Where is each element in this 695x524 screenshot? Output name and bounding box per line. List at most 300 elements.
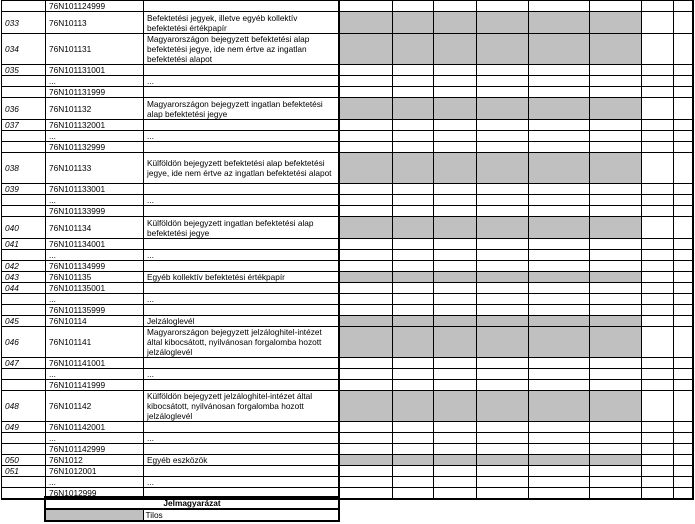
value-cell[interactable] — [434, 65, 477, 76]
table-row — [2, 327, 694, 358]
value-cell[interactable] — [674, 422, 693, 433]
value-cell[interactable] — [339, 206, 393, 217]
legend-table — [44, 496, 340, 522]
value-cell[interactable] — [693, 65, 694, 76]
value-cell[interactable] — [434, 261, 477, 272]
value-cell[interactable] — [693, 131, 694, 142]
row-description: Külföldön bejegyzett befektetési alap befektetési jegye, ide nem értve az ingatlan befektetési alapot — [144, 153, 339, 184]
value-cell — [339, 98, 393, 120]
value-cell[interactable] — [642, 294, 674, 305]
value-cell[interactable] — [393, 488, 434, 500]
row-number — [2, 195, 46, 206]
value-cell[interactable] — [674, 142, 693, 153]
row-description: ... — [144, 131, 339, 142]
row-code: 76N101142999 — [46, 444, 144, 455]
value-cell[interactable] — [529, 206, 590, 217]
value-cell — [642, 455, 674, 466]
value-cell[interactable] — [339, 294, 393, 305]
table-row — [2, 206, 694, 217]
value-cell[interactable] — [590, 206, 642, 217]
value-cell — [642, 272, 674, 283]
value-cell — [434, 391, 477, 422]
value-cell[interactable] — [674, 444, 693, 455]
value-cell[interactable] — [693, 305, 694, 316]
value-cell[interactable] — [477, 195, 529, 206]
value-cell[interactable] — [590, 1, 642, 12]
value-cell[interactable] — [339, 87, 393, 98]
value-cell[interactable] — [477, 184, 529, 195]
row-code: ... — [46, 131, 144, 142]
value-cell[interactable] — [393, 206, 434, 217]
row-code: 76N101135001 — [46, 283, 144, 294]
value-cell[interactable] — [693, 87, 694, 98]
value-cell[interactable] — [393, 261, 434, 272]
value-cell[interactable] — [674, 87, 693, 98]
legend-title: Jelmagyarázat — [45, 497, 339, 509]
value-cell[interactable] — [393, 65, 434, 76]
row-number — [2, 433, 46, 444]
value-cell[interactable] — [339, 239, 393, 250]
value-cell[interactable] — [642, 444, 674, 455]
value-cell[interactable] — [529, 422, 590, 433]
value-cell[interactable] — [393, 250, 434, 261]
value-cell[interactable] — [674, 195, 693, 206]
value-cell[interactable] — [693, 422, 694, 433]
value-cell[interactable] — [642, 87, 674, 98]
value-cell[interactable] — [693, 250, 694, 261]
value-cell[interactable] — [477, 1, 529, 12]
value-cell[interactable] — [393, 294, 434, 305]
value-cell[interactable] — [339, 261, 393, 272]
value-cell[interactable] — [477, 477, 529, 488]
row-number — [2, 305, 46, 316]
value-cell[interactable] — [642, 65, 674, 76]
value-cell[interactable] — [674, 76, 693, 87]
value-cell[interactable] — [477, 358, 529, 369]
row-number — [2, 250, 46, 261]
value-cell[interactable] — [590, 283, 642, 294]
value-cell[interactable] — [529, 380, 590, 391]
value-cell[interactable] — [642, 488, 674, 500]
value-cell[interactable] — [693, 358, 694, 369]
value-cell[interactable] — [339, 120, 393, 131]
value-cell[interactable] — [339, 433, 393, 444]
value-cell[interactable] — [529, 195, 590, 206]
value-cell[interactable] — [477, 466, 529, 477]
row-description: Külföldön bejegyzett ingatlan befektetési alap befektetési jegye — [144, 217, 339, 239]
value-cell[interactable] — [434, 206, 477, 217]
row-description — [144, 358, 339, 369]
value-cell — [590, 98, 642, 120]
table-row — [2, 184, 694, 195]
value-cell[interactable] — [693, 466, 694, 477]
value-cell — [590, 12, 642, 34]
table-row — [2, 272, 694, 283]
value-cell[interactable] — [434, 294, 477, 305]
value-cell[interactable] — [434, 87, 477, 98]
value-cell[interactable] — [590, 380, 642, 391]
value-cell — [590, 272, 642, 283]
value-cell[interactable] — [339, 477, 393, 488]
value-cell[interactable] — [339, 195, 393, 206]
value-cell — [674, 391, 693, 422]
value-cell[interactable] — [674, 1, 693, 12]
value-cell[interactable] — [477, 261, 529, 272]
value-cell[interactable] — [642, 195, 674, 206]
value-cell[interactable] — [529, 358, 590, 369]
value-cell[interactable] — [434, 444, 477, 455]
value-cell[interactable] — [693, 433, 694, 444]
value-cell[interactable] — [590, 65, 642, 76]
row-description — [144, 444, 339, 455]
table-row — [2, 369, 694, 380]
value-cell — [642, 217, 674, 239]
value-cell[interactable] — [674, 206, 693, 217]
value-cell[interactable] — [590, 76, 642, 87]
value-cell[interactable] — [590, 142, 642, 153]
value-cell[interactable] — [642, 76, 674, 87]
value-cell[interactable] — [529, 477, 590, 488]
value-cell[interactable] — [339, 444, 393, 455]
value-cell[interactable] — [339, 76, 393, 87]
value-cell[interactable] — [477, 250, 529, 261]
value-cell[interactable] — [434, 477, 477, 488]
row-code: 76N101141 — [46, 327, 144, 358]
value-cell[interactable] — [393, 76, 434, 87]
value-cell[interactable] — [529, 433, 590, 444]
value-cell[interactable] — [642, 131, 674, 142]
value-cell[interactable] — [434, 195, 477, 206]
value-cell[interactable] — [590, 305, 642, 316]
value-cell[interactable] — [642, 283, 674, 294]
value-cell[interactable] — [693, 206, 694, 217]
value-cell[interactable] — [339, 184, 393, 195]
row-number — [2, 76, 46, 87]
value-cell[interactable] — [642, 380, 674, 391]
table-row — [2, 12, 694, 34]
row-description: Jelzáloglevél — [144, 316, 339, 327]
value-cell[interactable] — [434, 131, 477, 142]
value-cell[interactable] — [477, 369, 529, 380]
value-cell[interactable] — [693, 261, 694, 272]
value-cell[interactable] — [477, 239, 529, 250]
value-cell[interactable] — [642, 358, 674, 369]
value-cell[interactable] — [477, 305, 529, 316]
value-cell[interactable] — [434, 76, 477, 87]
value-cell[interactable] — [642, 477, 674, 488]
value-cell[interactable] — [393, 1, 434, 12]
value-cell[interactable] — [434, 250, 477, 261]
value-cell[interactable] — [339, 358, 393, 369]
value-cell[interactable] — [477, 433, 529, 444]
value-cell — [590, 153, 642, 184]
value-cell[interactable] — [590, 239, 642, 250]
value-cell[interactable] — [393, 239, 434, 250]
value-cell[interactable] — [590, 250, 642, 261]
value-cell — [339, 217, 393, 239]
value-cell[interactable] — [393, 195, 434, 206]
value-cell[interactable] — [393, 466, 434, 477]
value-cell[interactable] — [590, 131, 642, 142]
value-cell[interactable] — [393, 477, 434, 488]
value-cell[interactable] — [674, 380, 693, 391]
value-cell[interactable] — [529, 142, 590, 153]
value-cell[interactable] — [434, 120, 477, 131]
value-cell[interactable] — [434, 142, 477, 153]
row-code: 76N101141999 — [46, 380, 144, 391]
value-cell[interactable] — [477, 120, 529, 131]
value-cell[interactable] — [590, 422, 642, 433]
value-cell[interactable] — [590, 433, 642, 444]
value-cell[interactable] — [477, 294, 529, 305]
value-cell[interactable] — [477, 65, 529, 76]
value-cell[interactable] — [393, 433, 434, 444]
value-cell[interactable] — [477, 444, 529, 455]
row-description — [144, 380, 339, 391]
value-cell[interactable] — [529, 466, 590, 477]
value-cell[interactable] — [642, 261, 674, 272]
value-cell[interactable] — [339, 305, 393, 316]
row-description: Befektetési jegyek, illetve egyéb kollektív befektetési értékpapír — [144, 12, 339, 34]
table-row — [2, 444, 694, 455]
value-cell[interactable] — [339, 131, 393, 142]
value-cell[interactable] — [693, 239, 694, 250]
row-code: 76N10114 — [46, 316, 144, 327]
value-cell[interactable] — [477, 488, 529, 500]
value-cell — [339, 455, 393, 466]
value-cell — [477, 316, 529, 327]
value-cell[interactable] — [434, 239, 477, 250]
value-cell[interactable] — [642, 142, 674, 153]
value-cell — [393, 98, 434, 120]
value-cell[interactable] — [477, 142, 529, 153]
value-cell[interactable] — [693, 444, 694, 455]
row-code: 76N101142001 — [46, 422, 144, 433]
value-cell[interactable] — [529, 184, 590, 195]
value-cell[interactable] — [434, 184, 477, 195]
value-cell[interactable] — [693, 294, 694, 305]
value-cell[interactable] — [674, 488, 693, 500]
value-cell[interactable] — [590, 195, 642, 206]
value-cell[interactable] — [674, 433, 693, 444]
value-cell — [590, 327, 642, 358]
table-row — [2, 422, 694, 433]
value-cell[interactable] — [590, 120, 642, 131]
value-cell[interactable] — [674, 477, 693, 488]
value-cell[interactable] — [674, 358, 693, 369]
row-code: 76N1012999 — [46, 488, 144, 500]
row-number: 047 — [2, 358, 46, 369]
value-cell — [529, 272, 590, 283]
value-cell[interactable] — [642, 206, 674, 217]
value-cell[interactable] — [339, 488, 393, 500]
row-code: 76N101134999 — [46, 261, 144, 272]
value-cell[interactable] — [393, 380, 434, 391]
value-cell[interactable] — [339, 142, 393, 153]
value-cell[interactable] — [529, 294, 590, 305]
row-description: ... — [144, 195, 339, 206]
value-cell — [529, 12, 590, 34]
value-cell[interactable] — [339, 250, 393, 261]
value-cell[interactable] — [642, 369, 674, 380]
value-cell[interactable] — [693, 488, 694, 500]
value-cell — [693, 327, 694, 358]
value-cell[interactable] — [674, 65, 693, 76]
value-cell[interactable] — [434, 380, 477, 391]
row-number: 037 — [2, 120, 46, 131]
value-cell[interactable] — [393, 131, 434, 142]
value-cell[interactable] — [393, 184, 434, 195]
table-row — [2, 391, 694, 422]
value-cell[interactable] — [339, 1, 393, 12]
value-cell[interactable] — [693, 184, 694, 195]
row-number — [2, 1, 46, 12]
table-row — [2, 250, 694, 261]
value-cell[interactable] — [674, 261, 693, 272]
value-cell[interactable] — [674, 369, 693, 380]
value-cell[interactable] — [590, 87, 642, 98]
value-cell[interactable] — [529, 250, 590, 261]
value-cell[interactable] — [434, 283, 477, 294]
value-cell[interactable] — [674, 184, 693, 195]
value-cell — [674, 217, 693, 239]
value-cell[interactable] — [642, 466, 674, 477]
value-cell[interactable] — [642, 422, 674, 433]
value-cell[interactable] — [590, 261, 642, 272]
value-cell[interactable] — [674, 239, 693, 250]
value-cell[interactable] — [434, 1, 477, 12]
row-number: 034 — [2, 34, 46, 65]
value-cell[interactable] — [434, 305, 477, 316]
value-cell[interactable] — [477, 422, 529, 433]
table-row — [2, 131, 694, 142]
value-cell[interactable] — [529, 131, 590, 142]
value-cell[interactable] — [339, 65, 393, 76]
row-code: 76N101133 — [46, 153, 144, 184]
value-cell — [693, 12, 694, 34]
row-number — [2, 142, 46, 153]
row-code: 76N101132 — [46, 98, 144, 120]
value-cell[interactable] — [693, 283, 694, 294]
value-cell[interactable] — [339, 283, 393, 294]
value-cell — [393, 272, 434, 283]
value-cell[interactable] — [674, 131, 693, 142]
value-cell[interactable] — [393, 422, 434, 433]
value-cell[interactable] — [529, 369, 590, 380]
value-cell[interactable] — [434, 488, 477, 500]
value-cell[interactable] — [590, 466, 642, 477]
value-cell[interactable] — [477, 283, 529, 294]
value-cell[interactable] — [339, 466, 393, 477]
value-cell[interactable] — [477, 76, 529, 87]
row-description — [144, 206, 339, 217]
value-cell — [339, 316, 393, 327]
value-cell[interactable] — [674, 294, 693, 305]
value-cell[interactable] — [674, 466, 693, 477]
value-cell[interactable] — [693, 1, 694, 12]
value-cell[interactable] — [693, 76, 694, 87]
value-cell — [529, 327, 590, 358]
value-cell[interactable] — [529, 87, 590, 98]
value-cell[interactable] — [529, 120, 590, 131]
value-cell[interactable] — [642, 305, 674, 316]
value-cell[interactable] — [434, 422, 477, 433]
value-cell[interactable] — [529, 261, 590, 272]
value-cell[interactable] — [529, 76, 590, 87]
value-cell — [529, 217, 590, 239]
value-cell[interactable] — [693, 195, 694, 206]
value-cell[interactable] — [393, 305, 434, 316]
value-cell[interactable] — [693, 380, 694, 391]
value-cell[interactable] — [529, 444, 590, 455]
table-row — [2, 283, 694, 294]
value-cell[interactable] — [590, 184, 642, 195]
value-cell — [642, 327, 674, 358]
value-cell[interactable] — [642, 239, 674, 250]
value-cell[interactable] — [434, 433, 477, 444]
value-cell[interactable] — [674, 305, 693, 316]
value-cell[interactable] — [529, 305, 590, 316]
value-cell[interactable] — [393, 283, 434, 294]
value-cell[interactable] — [642, 1, 674, 12]
value-cell[interactable] — [642, 250, 674, 261]
value-cell[interactable] — [529, 283, 590, 294]
value-cell[interactable] — [477, 131, 529, 142]
value-cell[interactable] — [693, 120, 694, 131]
value-cell[interactable] — [529, 65, 590, 76]
value-cell[interactable] — [590, 369, 642, 380]
value-cell[interactable] — [434, 466, 477, 477]
row-number: 048 — [2, 391, 46, 422]
value-cell[interactable] — [642, 184, 674, 195]
value-cell[interactable] — [642, 120, 674, 131]
value-cell[interactable] — [393, 444, 434, 455]
value-cell[interactable] — [674, 120, 693, 131]
value-cell[interactable] — [590, 294, 642, 305]
value-cell[interactable] — [590, 488, 642, 500]
value-cell[interactable] — [529, 1, 590, 12]
value-cell[interactable] — [393, 358, 434, 369]
row-code: 76N1012 — [46, 455, 144, 466]
value-cell[interactable] — [393, 120, 434, 131]
value-cell[interactable] — [393, 142, 434, 153]
value-cell[interactable] — [434, 369, 477, 380]
value-cell[interactable] — [674, 250, 693, 261]
value-cell[interactable] — [529, 488, 590, 500]
value-cell[interactable] — [590, 444, 642, 455]
value-cell[interactable] — [693, 369, 694, 380]
value-cell[interactable] — [339, 369, 393, 380]
row-description — [144, 142, 339, 153]
value-cell[interactable] — [434, 358, 477, 369]
value-cell[interactable] — [693, 477, 694, 488]
value-cell[interactable] — [477, 87, 529, 98]
value-cell[interactable] — [529, 239, 590, 250]
value-cell[interactable] — [674, 283, 693, 294]
value-cell[interactable] — [693, 142, 694, 153]
value-cell[interactable] — [477, 206, 529, 217]
value-cell[interactable] — [393, 369, 434, 380]
row-number: 041 — [2, 239, 46, 250]
value-cell — [434, 455, 477, 466]
value-cell[interactable] — [590, 358, 642, 369]
value-cell[interactable] — [339, 380, 393, 391]
value-cell[interactable] — [393, 87, 434, 98]
value-cell[interactable] — [477, 380, 529, 391]
value-cell[interactable] — [590, 477, 642, 488]
value-cell[interactable] — [339, 422, 393, 433]
value-cell[interactable] — [642, 433, 674, 444]
